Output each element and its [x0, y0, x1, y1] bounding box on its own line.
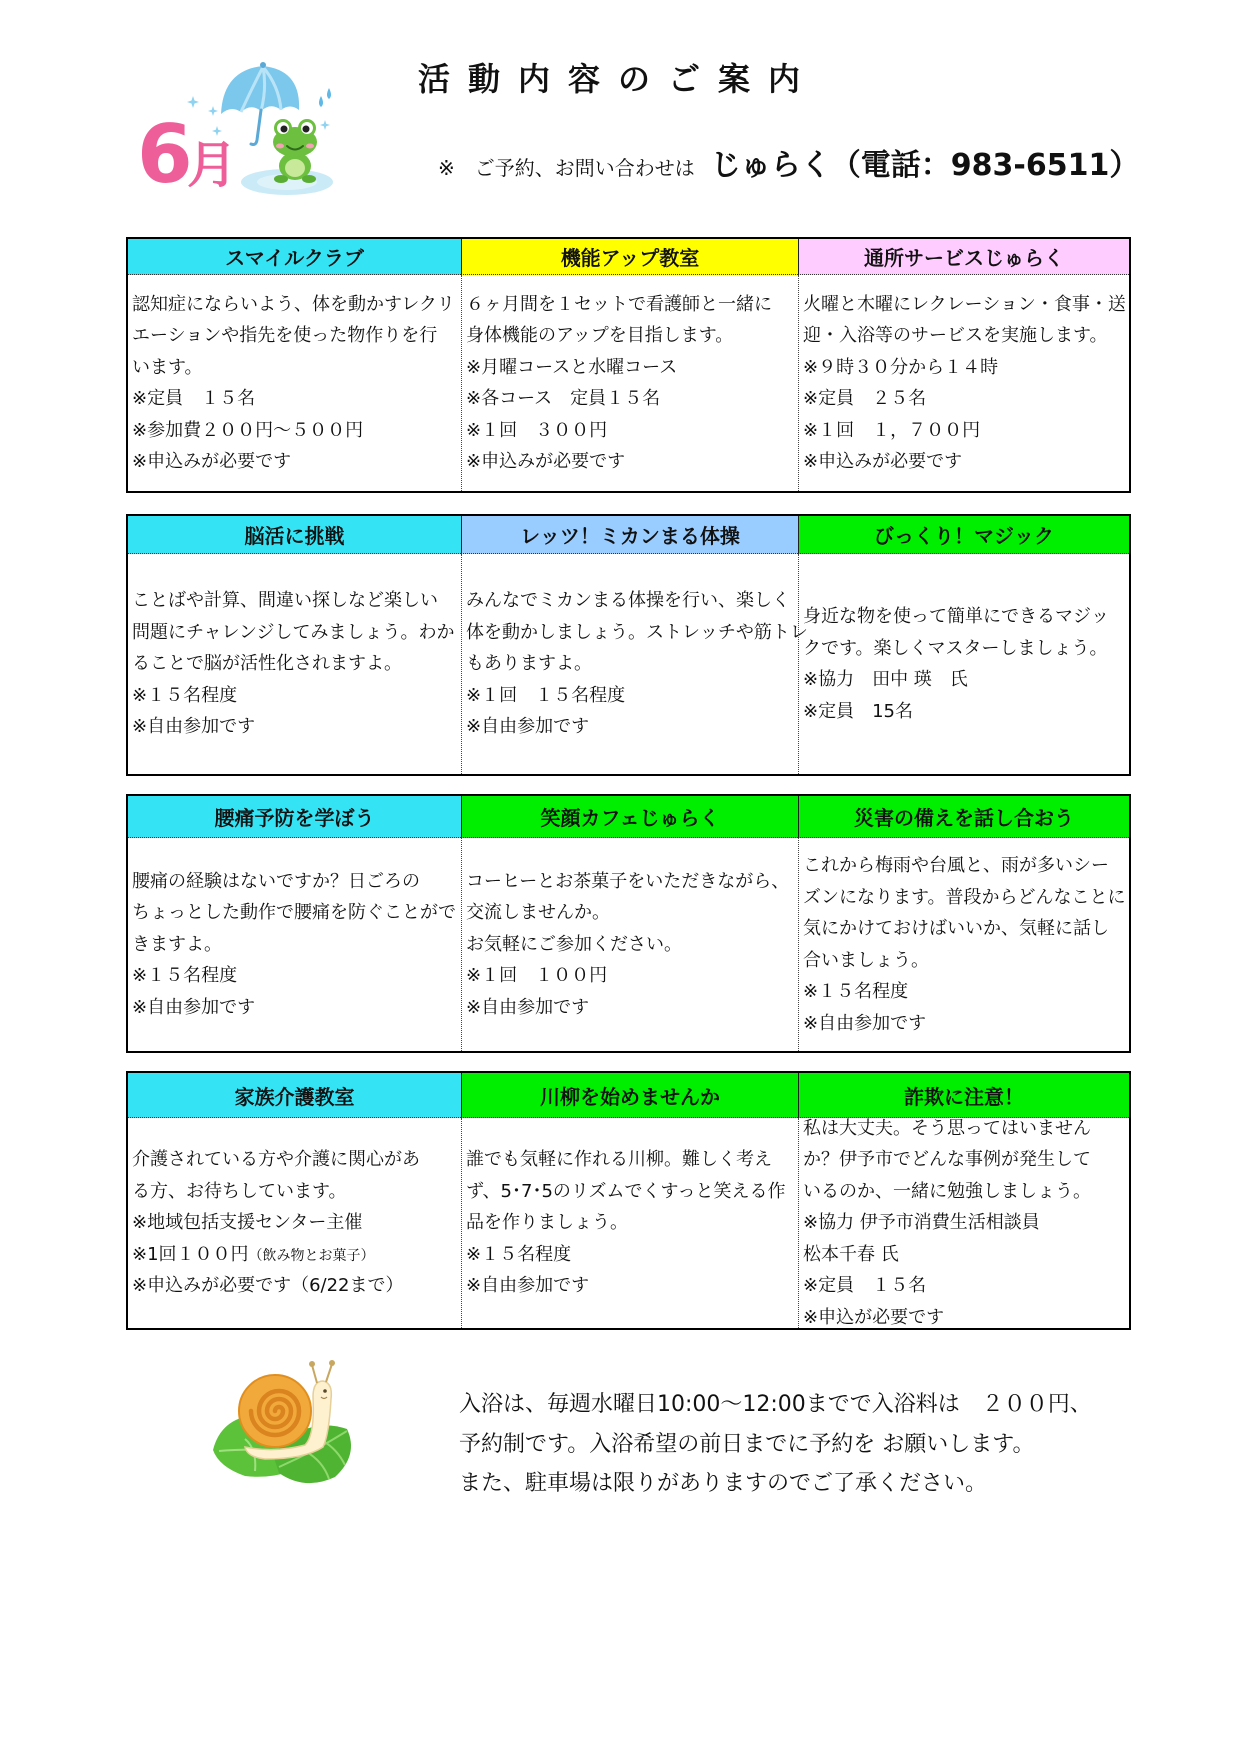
header-mikanmaru-exercise: レッツ！ミカンまる体操	[461, 516, 798, 554]
cell-line: 腰痛の経験はないですか？日ごろの	[132, 870, 420, 892]
activity-table-4	[126, 1071, 1131, 1330]
header-back-pain: 腰痛予防を学ぼう	[128, 796, 461, 838]
header-disaster-prep: 災害の備えを話し合おう	[798, 796, 1129, 838]
bath-notice-line: 予約制です。入浴希望の前日までに予約を お願いします。	[459, 1431, 1035, 1457]
cell-line: ６ヶ月間を１セットで看護師と一緒に	[466, 293, 772, 315]
activity-table-3	[126, 794, 1131, 1053]
cell-line: きますよ。	[132, 933, 222, 955]
fee-text: ※1回１００円	[132, 1243, 249, 1265]
cell-line: ず、5･7･5のリズムでくすっと笑える作	[466, 1180, 786, 1202]
cell-line: ※自由参加です	[803, 1012, 927, 1034]
cell-line: 認知症にならいよう、体を動かすレクリ	[132, 293, 455, 315]
cell-line: ※申込みが必要です	[132, 451, 292, 472]
cell-function-up-class	[461, 275, 798, 491]
cell-line: 私は大丈夫。そう思ってはいません	[803, 1117, 1091, 1139]
cell-line: ※自由参加です	[466, 996, 590, 1018]
cell-line: エーションや指先を使った物作りを行	[132, 325, 438, 346]
cell-line: 体を動かしましょう。ストレッチや筋トレ	[466, 621, 808, 643]
header-brain-challenge: 脳活に挑戦	[128, 516, 461, 554]
cell-line: 合いましょう。	[803, 949, 929, 971]
cell-line: ※１回 ３００円	[466, 419, 608, 441]
cell-line: ズンになります。普段からどんなことに	[803, 886, 1126, 908]
cell-line: ことばや計算、間違い探しなど楽しい	[132, 590, 438, 612]
cell-mikanmaru-exercise	[461, 554, 808, 774]
cell-smile-club	[128, 275, 461, 491]
cell-line: ※協力 田中 瑛 氏	[803, 669, 968, 690]
logo-month-number: 6	[137, 108, 193, 200]
cell-line: ※１回 １，７００円	[803, 419, 981, 441]
cell-line	[132, 1239, 457, 1271]
cell-line: 気にかけておけばいいか、気軽に話し	[803, 918, 1109, 939]
header-day-service: 通所サービスじゅらく	[798, 239, 1129, 275]
cell-line: いるのか、一緒に勉強しましょう。	[803, 1180, 1091, 1202]
cell-line: ※月曜コースと水曜コース	[466, 356, 678, 378]
cell-family-care-class	[128, 1118, 461, 1328]
cell-line: ※定員 15名	[803, 700, 913, 722]
cell-line: 誰でも気軽に作れる川柳。難しく考え	[466, 1149, 772, 1171]
cell-line: ※参加費２００円～５００円	[132, 419, 364, 441]
cell-back-pain	[128, 838, 461, 1051]
cell-line: これから梅雨や台風と、雨が多いシー	[803, 855, 1109, 876]
logo-month-kanji: 月	[187, 136, 237, 194]
cell-line: 身近な物を使って簡単にできるマジッ	[803, 606, 1109, 627]
cell-day-service	[798, 275, 1129, 491]
cell-line: ※自由参加です	[466, 1275, 590, 1297]
cell-line: 火曜と木曜にレクレーション・食事・送	[803, 293, 1126, 315]
bath-notice	[459, 1385, 1092, 1504]
cell-line: ※申込が必要です	[803, 1306, 945, 1328]
cell-line: 松本千春 氏	[803, 1243, 899, 1265]
page-title: 活動内容のご案内	[418, 60, 819, 98]
header-function-up-class: 機能アップ教室	[461, 239, 798, 275]
header-senryu: 川柳を始めませんか	[461, 1073, 798, 1118]
cell-fraud-warning	[798, 1118, 1129, 1328]
cell-line: ※１５名程度	[803, 981, 909, 1002]
cell-line: みんなでミカンまる体操を行い、楽しく	[466, 590, 790, 612]
cell-line: 品を作りましょう。	[466, 1212, 628, 1234]
fee-note: （飲み物とお菓子）	[248, 1247, 375, 1264]
cell-line: 問題にチャレンジしてみましょう。わか	[132, 621, 455, 643]
bath-notice-line: また、駐車場は限りがありますのでご了承ください。	[459, 1471, 988, 1496]
cell-line: ちょっとした動作で腰痛を防ぐことがで	[132, 902, 456, 924]
cell-line: お気軽にご参加ください。	[466, 933, 682, 955]
cell-line: か？伊予市でどんな事例が発生して	[803, 1149, 1091, 1171]
cell-line: ※自由参加です	[132, 716, 256, 738]
cell-line: ることで脳が活性化されますよ。	[132, 653, 402, 675]
cell-line: ※申込みが必要です	[466, 451, 626, 472]
header-magic: びっくり！マジック	[798, 516, 1129, 554]
cell-line: もありますよ。	[466, 653, 592, 675]
cell-line: コーヒーとお茶菓子をいただきながら、	[466, 870, 790, 892]
cell-line: ※１５名程度	[132, 965, 238, 987]
june-logo	[135, 60, 345, 200]
cell-line: る方、お待ちしています。	[132, 1180, 347, 1202]
cell-line: ※地域包括支援センター主催	[132, 1212, 363, 1234]
cell-line: ※各コース 定員１５名	[466, 388, 661, 409]
cell-line: 介護されている方や介護に関心があ	[132, 1149, 420, 1171]
cell-line: ※定員 １５名	[803, 1275, 927, 1297]
cell-line: 身体機能のアップを目指します。	[466, 325, 734, 346]
cell-senryu	[461, 1118, 798, 1328]
header-smile-club: スマイルクラブ	[128, 239, 461, 275]
cell-line: ※自由参加です	[132, 996, 256, 1018]
cell-line: 交流しませんか。	[466, 902, 610, 924]
cell-smile-cafe	[461, 838, 798, 1051]
cell-line: います。	[132, 356, 203, 378]
header-fraud-warning: 詐欺に注意！	[798, 1073, 1129, 1118]
header-family-care-class: 家族介護教室	[128, 1073, 461, 1118]
contact-prefix: ※ ご予約、お問い合わせは	[438, 156, 695, 180]
cell-line: クです。楽しくマスターしましょう。	[803, 637, 1108, 659]
cell-line: ※申込みが必要です	[803, 451, 963, 472]
cell-line: 迎・入浴等のサービスを実施します。	[803, 325, 1108, 346]
cell-line: ※１５名程度	[132, 684, 238, 706]
cell-line: ※協力 伊予市消費生活相談員	[803, 1212, 1040, 1234]
header-smile-cafe: 笑顔カフェじゅらく	[461, 796, 798, 838]
cell-magic	[798, 554, 1129, 774]
cell-line: ※１回 １００円	[466, 965, 608, 987]
cell-line: ※申込みが必要です（6/22まで）	[132, 1275, 404, 1297]
contact-line	[438, 140, 1139, 184]
cell-line: ※１回 １５名程度	[466, 684, 626, 706]
contact-phone: じゅらく（電話：983-6511）	[710, 148, 1140, 183]
cell-line: ※１５名程度	[466, 1243, 572, 1265]
activity-table-1	[126, 237, 1131, 493]
activity-table-2	[126, 514, 1131, 776]
bath-notice-line: 入浴は、毎週水曜日10:00～12:00までで入浴料は ２００円、	[459, 1392, 1092, 1417]
cell-line: ※９時３０分から１４時	[803, 356, 999, 378]
cell-line: ※定員 １５名	[132, 388, 256, 409]
cell-line: ※自由参加です	[466, 716, 590, 738]
cell-disaster-prep	[798, 838, 1129, 1051]
snail-on-leaf-icon	[205, 1355, 360, 1495]
cell-brain-challenge	[128, 554, 461, 774]
cell-line: ※定員 ２５名	[803, 388, 927, 409]
